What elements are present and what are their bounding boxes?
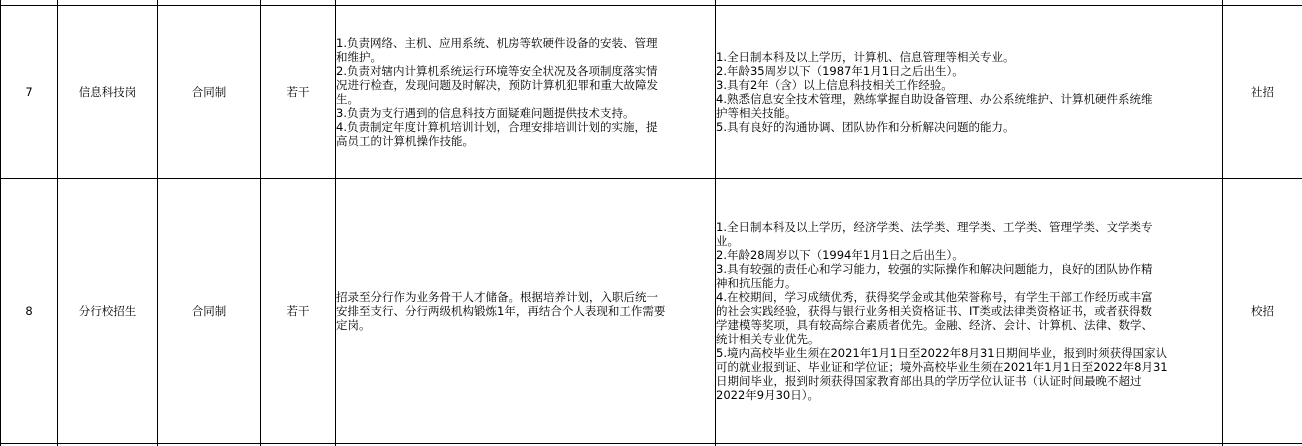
requirement-line: 2.年龄35周岁以下（1987年1月1日之后出生）。 <box>716 63 964 78</box>
duty-line: 2.负责对辖内计算机系统运行环境等安全状况及各项制度落实情 <box>336 63 658 78</box>
requirement-line: 3.具有2年（含）以上信息科技相关工作经验。 <box>716 77 953 92</box>
requirement-line: 5.具有良好的沟通协调、团队协作和分析解决问题的能力。 <box>716 119 1015 134</box>
requirements-cell[interactable] <box>716 6 1223 179</box>
duties-cell[interactable] <box>336 6 716 179</box>
duty-line: 定岗。 <box>336 317 371 332</box>
headcount-cell[interactable] <box>261 178 336 443</box>
table-row <box>1 178 1302 443</box>
position-cell[interactable] <box>58 6 158 179</box>
duty-line: 生。 <box>336 91 359 106</box>
requirement-line: 统计相关专业优先。 <box>716 331 820 346</box>
requirement-line: 5.境内高校毕业生须在2021年1月1日至2022年8月31日期间毕业，报到时须获得国家认 <box>716 345 1168 360</box>
duty-line: 和维护。 <box>336 49 382 64</box>
position-cell[interactable] <box>58 178 158 443</box>
position-name: 信息科技岗 <box>78 84 137 99</box>
duties-cell[interactable] <box>336 178 716 443</box>
duty-line: 1.负责网络、主机、应用系统、机房等软硬件设备的安装、管理 <box>336 35 658 50</box>
recruit-type: 校招 <box>1251 303 1274 318</box>
row-number: 7 <box>25 84 33 99</box>
headcount: 若干 <box>286 303 310 318</box>
requirement-line: 学建模等奖项，具有较高综合素质者优先。金融、经济、会计、计算机、法律、数学、 <box>716 317 1153 332</box>
duty-line: 3.负责为支行遇到的信息科技方面疑难问题提供技术支持。 <box>336 105 635 120</box>
headcount-cell[interactable] <box>261 6 336 179</box>
employment-type-cell[interactable] <box>158 178 261 443</box>
row-number: 8 <box>25 303 33 318</box>
requirement-line: 3.具有较强的责任心和学习能力，较强的实际操作和解决问题能力，良好的团队协作精 <box>716 261 1153 276</box>
requirement-line: 业。 <box>716 233 739 248</box>
recruit-type: 社招 <box>1251 84 1274 99</box>
requirement-line: 1.全日制本科及以上学历，经济学类、法学类、理学类、工学类、管理学类、文学类专 <box>716 219 1153 234</box>
requirement-line: 护等相关技能。 <box>716 105 797 120</box>
row-number-cell[interactable] <box>1 6 58 179</box>
requirement-line: 神和抗压能力。 <box>716 275 797 290</box>
employment-type: 合同制 <box>191 303 227 318</box>
duty-line: 况进行检查，发现问题及时解决，预防计算机犯罪和重大故障发 <box>336 77 658 92</box>
duty-line: 4.负责制定年度计算机培训计划，合理安排培训计划的实施，提 <box>336 119 658 134</box>
requirement-line: 的社会实践经验，获得与银行业务相关资格证书、IT类或法律类资格证书，或者获得数 <box>716 303 1152 318</box>
requirement-line: 2022年9月30日）。 <box>716 387 819 402</box>
requirement-line: 4.在校期间，学习成绩优秀，获得奖学金或其他荣誉称号，有学生干部工作经历或丰富 <box>716 289 1153 304</box>
duty-line: 高员工的计算机操作技能。 <box>336 133 474 148</box>
table-row <box>1 6 1302 179</box>
duty-line: 安排至支行、分行两级机构锻炼1年，再结合个人表现和工作需要 <box>336 303 666 318</box>
position-name: 分行校招生 <box>78 303 137 318</box>
recruit-type-cell[interactable] <box>1223 178 1302 443</box>
recruit-type-cell[interactable] <box>1223 6 1302 179</box>
requirement-line: 日期间毕业，报到时须获得国家教育部出具的学历学位认证书（认证时间最晚不超过 <box>716 373 1142 388</box>
requirement-line: 2.年龄28周岁以下（1994年1月1日之后出生）。 <box>716 247 964 262</box>
requirement-line: 可的就业报到证、毕业证和学位证；境外高校毕业生须在2021年1月1日至2022年8月31 <box>716 359 1168 374</box>
employment-type: 合同制 <box>191 84 227 99</box>
requirement-line: 4.熟悉信息安全技术管理，熟练掌握自助设备管理、办公系统维护、计算机硬件系统维 <box>716 91 1153 106</box>
duty-line: 招录至分行作为业务骨干人才储备。根据培养计划，入职后统一 <box>336 289 658 304</box>
headcount: 若干 <box>286 84 310 99</box>
requirement-line: 1.全日制本科及以上学历，计算机、信息管理等相关专业。 <box>716 49 1015 64</box>
requirements-cell[interactable] <box>716 178 1223 443</box>
employment-type-cell[interactable] <box>158 6 261 179</box>
row-number-cell[interactable] <box>1 178 58 443</box>
